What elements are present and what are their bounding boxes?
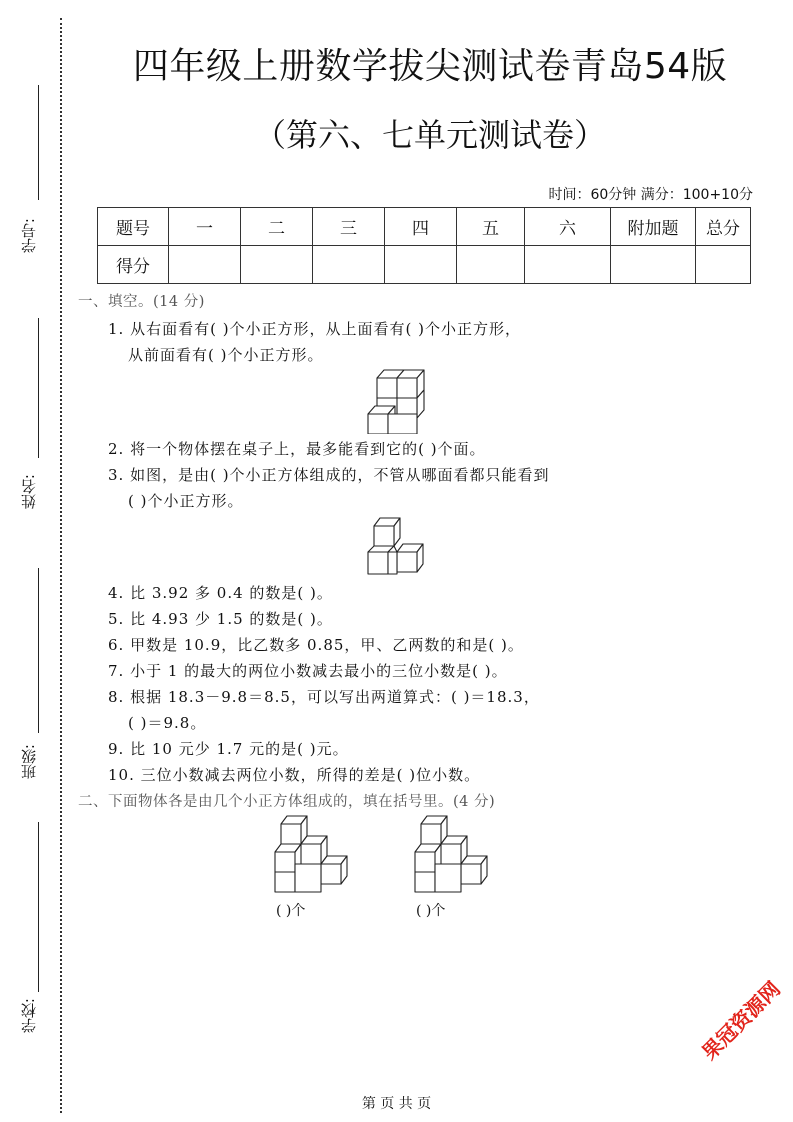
score-table-header-row (98, 208, 751, 246)
score-cell[interactable] (313, 246, 385, 284)
question-10: 10. 三位小数减去两位小数，所得的差是( )位小数。 (108, 766, 481, 784)
score-header-cell: 二 (241, 208, 313, 246)
question-3-line2: ( )个小正方形。 (128, 492, 244, 510)
time-info: 时间：60分钟 满分：100+10分 (548, 187, 753, 203)
page-footer: 第 页 共 页 (361, 1096, 432, 1112)
question-5: 5. 比 4.93 少 1.5 的数是( )。 (108, 610, 333, 628)
question-3-line1: 3. 如图，是由( )个小正方体组成的，不管从哪面看都只能看到 (108, 466, 550, 484)
score-cell[interactable] (169, 246, 241, 284)
question-6: 6. 甲数是 10.9，比乙数多 0.85，甲、乙两数的和是( )。 (108, 636, 524, 654)
score-row-label: 得分 (98, 246, 169, 284)
question-2: 2. 将一个物体摆在桌子上，最多能看到它的( )个面。 (108, 440, 486, 458)
name-label: 姓名: (20, 474, 38, 510)
binding-dotted-line (60, 18, 62, 1113)
question-8-line2: ( )＝9.8。 (128, 714, 207, 732)
score-header-cell: 题号 (98, 208, 169, 246)
student-id-label: 学号: (20, 218, 38, 254)
page-title: 四年级上册数学拔尖测试卷青岛54版 (132, 46, 728, 87)
score-cell[interactable] (241, 246, 313, 284)
score-header-cell: 四 (385, 208, 457, 246)
score-table (97, 207, 751, 284)
cube-figure-q3 (362, 514, 426, 578)
answer-blank-b: ( )个 (416, 903, 446, 919)
score-header-cell: 三 (313, 208, 385, 246)
score-cell[interactable] (611, 246, 696, 284)
school-label: 学校: (20, 998, 38, 1034)
cube-figure-section2-a (272, 814, 354, 898)
section2-heading: 二、下面物体各是由几个小正方体组成的，填在括号里。(4 分) (78, 794, 496, 810)
score-header-cell: 总分 (696, 208, 751, 246)
page-subtitle: （第六、七单元测试卷） (253, 116, 606, 154)
class-rule (38, 568, 39, 733)
score-header-cell: 六 (525, 208, 611, 246)
score-cell[interactable] (696, 246, 751, 284)
cube-figure-q1 (362, 368, 426, 434)
watermark-text: 果冠资源网 (697, 976, 785, 1065)
score-cell[interactable] (457, 246, 525, 284)
score-header-cell: 五 (457, 208, 525, 246)
score-cell[interactable] (525, 246, 611, 284)
school-rule (38, 822, 39, 992)
question-4: 4. 比 3.92 多 0.4 的数是( )。 (108, 584, 333, 602)
student-id-rule (38, 85, 39, 200)
score-table-score-row (98, 246, 751, 284)
cube-figure-section2-b (412, 814, 494, 898)
name-rule (38, 318, 39, 458)
score-cell[interactable] (385, 246, 457, 284)
question-1-line2: 从前面看有( )个小正方形。 (128, 346, 324, 364)
section1-heading: 一、填空。(14 分) (78, 294, 205, 310)
question-7: 7. 小于 1 的最大的两位小数减去最小的三位小数是( )。 (108, 662, 508, 680)
question-1-line1: 1. 从右面看有( )个小正方形，从上面看有( )个小正方形， (108, 320, 522, 338)
question-9: 9. 比 10 元少 1.7 元的是( )元。 (108, 740, 349, 758)
class-label: 班级: (20, 744, 38, 780)
answer-blank-a: ( )个 (276, 903, 306, 919)
score-header-cell: 一 (169, 208, 241, 246)
question-8-line1: 8. 根据 18.3－9.8＝8.5，可以写出两道算式：( )＝18.3， (108, 688, 540, 706)
score-header-cell: 附加题 (611, 208, 696, 246)
